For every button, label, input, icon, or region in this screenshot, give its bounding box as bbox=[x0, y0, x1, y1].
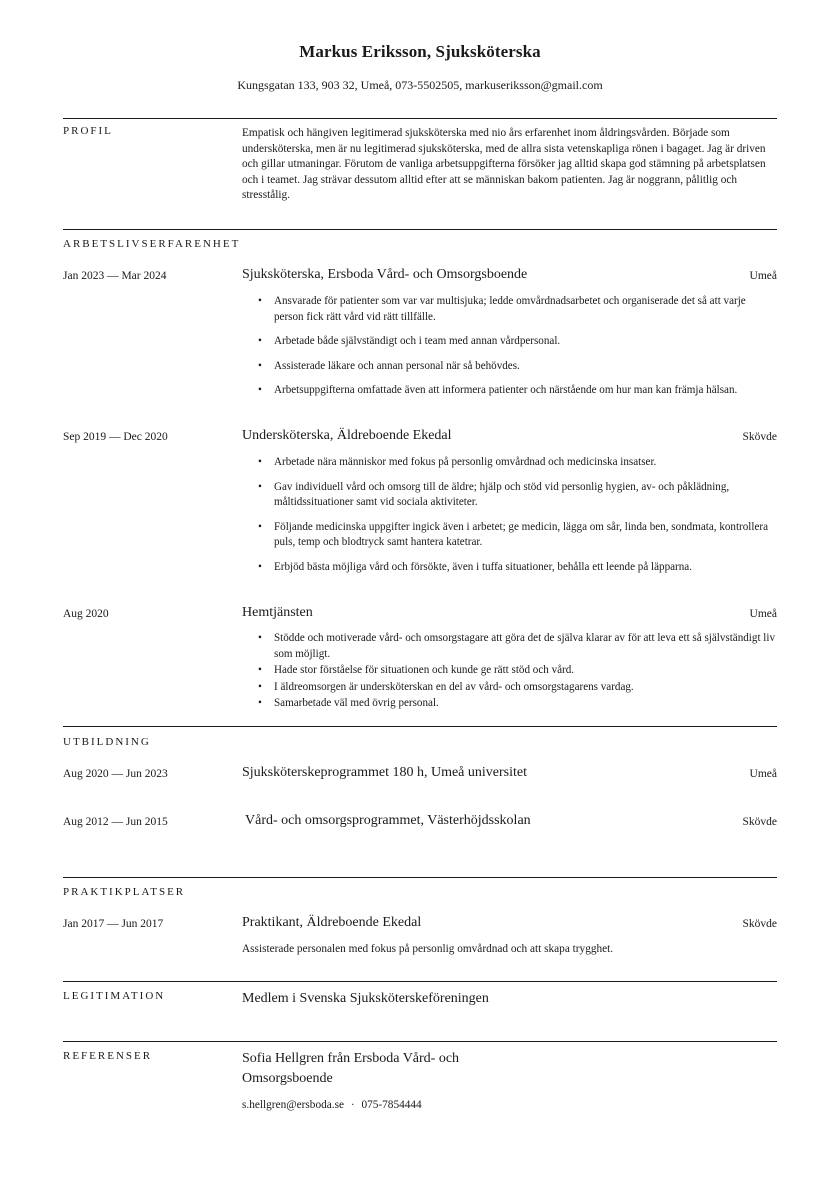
bullet-item: • Arbetsuppgifterna omfattade även att informera patienter och närstående om hur man kan främja hälsan. bbox=[258, 383, 778, 399]
job-title: Undersköterska, Äldreboende Ekedal bbox=[242, 428, 452, 443]
job-location: Skövde bbox=[742, 431, 777, 443]
section-title-experience: ARBETSLIVSERFARENHET bbox=[63, 238, 241, 250]
section-title-references: REFERENSER bbox=[63, 1050, 153, 1062]
section-title-profile: PROFIL bbox=[63, 125, 113, 137]
internship-location: Skövde bbox=[742, 918, 777, 930]
bullet-item: • Stödde och motiverade vård- och omsorgstagare att göra det de själva klarar av för att leva ett så självständigt liv som möjligt. bbox=[258, 631, 778, 662]
contact-line: Kungsgatan 133, 903 32, Umeå, 073-5502505, markuseriksson@gmail.com bbox=[237, 78, 603, 92]
profile-section bbox=[63, 118, 777, 227]
education-title: Vård- och omsorgsprogrammet, Västerhöjdsskolan bbox=[245, 813, 531, 828]
reference-email[interactable]: s.hellgren@ersboda.se bbox=[242, 1099, 345, 1111]
reference-phone[interactable]: 075-7854444 bbox=[361, 1099, 422, 1111]
bullet-item: • Hade stor förståelse för situationen och kunde ge rätt stöd och vård. bbox=[258, 663, 778, 679]
bullet-item: • Samarbetade väl med övrig personal. bbox=[258, 696, 778, 712]
internship-dates: Jan 2017 — Jun 2017 bbox=[63, 918, 164, 930]
bullet-item: • I äldreomsorgen är undersköterskan en del av vård- och omsorgstagarens vardag. bbox=[258, 680, 778, 696]
experience-section bbox=[63, 229, 777, 725]
job-dates: Jan 2023 — Mar 2024 bbox=[63, 270, 167, 282]
bullet-item: • Arbetade både självständigt och i team med annan vårdpersonal. bbox=[258, 334, 778, 350]
job-bullets bbox=[258, 631, 778, 713]
reference-organization: Omsorgsboende bbox=[242, 1071, 333, 1086]
section-title-license: LEGITIMATION bbox=[63, 990, 166, 1002]
job-location: Umeå bbox=[749, 270, 777, 282]
bullet-item: • Assisterade läkare och annan personal när så behövdes. bbox=[258, 359, 778, 375]
job-bullets bbox=[258, 455, 778, 584]
internship-description: Assisterade personalen med fokus på personlig omvårdnad och att skapa trygghet. bbox=[242, 943, 614, 955]
profile-text: Empatisk och hängiven legitimerad sjuksköterska med nio års erfarenhet inom åldringsvården. Började som undersköterska, men är nu legitimerad sjuksköterska, med de allra sista vetenskapliga rönen i bagaget. Jag är driven och gillar utmaningar. Förutom de vanliga arbetsuppgifterna försöker jag alltid skapa god stämning på arbetsplatsen och i teamet. Jag strävar dessutom alltid efter att se människan bakom patienten. Jag är noggrann, pålitlig och stresstålig. bbox=[242, 127, 766, 201]
education-dates: Aug 2012 — Jun 2015 bbox=[63, 816, 168, 828]
section-title-education: UTBILDNING bbox=[63, 736, 151, 748]
reference-contact bbox=[242, 1099, 422, 1111]
job-title: Hemtjänsten bbox=[242, 605, 313, 620]
job-dates: Aug 2020 bbox=[63, 608, 109, 620]
bullet-item: • Ansvarade för patienter som var var multisjuka; ledde omvårdnadsarbetet och organiserade det så att varje person fick rätt vård vid rätt tillfälle. bbox=[258, 294, 778, 325]
references-section bbox=[63, 1041, 777, 1142]
resume-name: Markus Eriksson, Sjuksköterska bbox=[299, 42, 541, 61]
job-bullets bbox=[258, 294, 778, 408]
reference-name: Sofia Hellgren från Ersboda Vård- och bbox=[242, 1051, 460, 1066]
internships-section bbox=[63, 877, 777, 980]
license-text: Medlem i Svenska Sjuksköterskeföreningen bbox=[242, 991, 489, 1006]
education-section bbox=[63, 726, 777, 875]
job-dates: Sep 2019 — Dec 2020 bbox=[63, 431, 168, 443]
bullet-item: • Erbjöd bästa möjliga vård och försökte, även i tuffa situationer, behålla ett leende på läpparna. bbox=[258, 560, 778, 576]
section-title-internships: PRAKTIKPLATSER bbox=[63, 886, 186, 898]
bullet-item: • Följande medicinska uppgifter ingick även i arbetet; ge medicin, lägga om sår, linda ben, sondmata, kontrollera puls, temp och blodtryck samt hantera katetrar. bbox=[258, 520, 778, 551]
bullet-item: • Gav individuell vård och omsorg till de äldre; hjälp och stöd vid personlig hygien, av- och påklädning, måltidssituationer samt vid sociala aktiviteter. bbox=[258, 480, 778, 511]
job-title: Sjuksköterska, Ersboda Vård- och Omsorgsboende bbox=[242, 267, 528, 282]
reference-separator: · bbox=[350, 1099, 355, 1111]
education-location: Skövde bbox=[742, 816, 777, 828]
license-section bbox=[63, 981, 777, 1040]
education-location: Umeå bbox=[749, 768, 777, 780]
internship-title: Praktikant, Äldreboende Ekedal bbox=[242, 915, 422, 930]
bullet-item: • Arbetade nära människor med fokus på personlig omvårdnad och medicinska insatser. bbox=[258, 455, 778, 471]
education-dates: Aug 2020 — Jun 2023 bbox=[63, 768, 168, 780]
job-location: Umeå bbox=[749, 608, 777, 620]
education-title: Sjuksköterskeprogrammet 180 h, Umeå universitet bbox=[242, 765, 527, 780]
